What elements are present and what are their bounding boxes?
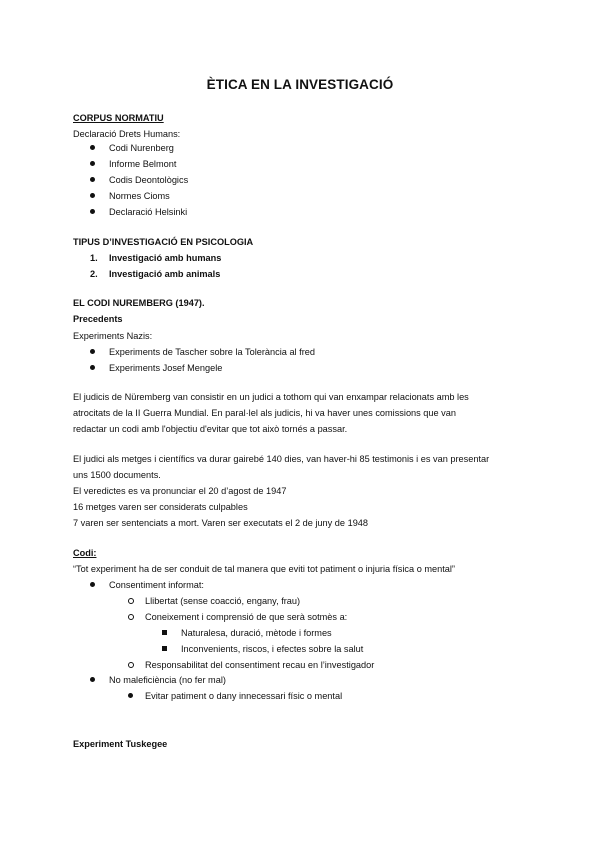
codi-subsubitem: Naturalesa, duració, mètode i formes — [181, 628, 332, 638]
tipus-item: Investigació amb animals — [109, 269, 221, 279]
bullet-icon — [90, 582, 95, 587]
corpus-item: Declaració Helsinki — [109, 207, 188, 217]
paragraph-line: El judici als metges i científics va durar gairebé 140 dies, van haver-hi 85 testimonis i es van presentar — [73, 454, 490, 464]
page-title: ÈTICA EN LA INVESTIGACIÓ — [206, 77, 394, 92]
corpus-item: Codis Deontològics — [109, 175, 189, 185]
bullet-icon — [90, 177, 95, 182]
codi-subsubitem: Inconvenients, riscos, i efectes sobre la salut — [181, 644, 364, 654]
paragraph-line: redactar un codi amb l'objectiu d'evitar que tot això tornés a passar. — [73, 424, 348, 434]
bullet-icon — [90, 677, 95, 682]
nuremberg-heading: EL CODI NUREMBERG (1947). — [73, 298, 205, 308]
paragraph-line: atrocitats de la II Guerra Mundial. En paral·lel als judicis, hi va haver unes comissions que van — [73, 408, 456, 418]
square-bullet-icon — [162, 646, 167, 651]
circle-bullet-icon — [128, 598, 134, 604]
corpus-heading: CORPUS NORMATIU — [73, 113, 164, 123]
experiments-nazis-label: Experiments Nazis: — [73, 331, 153, 341]
experiment-item: Experiments de Tascher sobre la Tolerància al fred — [109, 347, 315, 357]
bullet-icon — [90, 365, 95, 370]
codi-subitem: Coneixement i comprensió de que serà sotmès a: — [145, 612, 348, 622]
codi-heading: Codi: — [73, 548, 97, 558]
codi-item: Consentiment informat: — [109, 580, 204, 590]
bullet-icon — [90, 161, 95, 166]
bullet-icon — [128, 693, 133, 698]
codi-item: No maleficiència (no fer mal) — [109, 675, 226, 685]
codi-subitem: Responsabilitat del consentiment recau en l’investigador — [145, 660, 375, 670]
codi-subitem: Evitar patiment o dany innecessari físic o mental — [145, 691, 343, 701]
codi-subitem: Llibertat (sense coacció, engany, frau) — [145, 596, 301, 606]
tuskegee-heading: Experiment Tuskegee — [73, 739, 168, 749]
list-number: 2. — [90, 269, 98, 279]
bullet-icon — [90, 145, 95, 150]
bullet-icon — [90, 209, 95, 214]
corpus-item: Codi Nurenberg — [109, 143, 174, 153]
codi-quote: “Tot experiment ha de ser conduit de tal manera que eviti tot patiment o injuria física o mental” — [73, 564, 455, 574]
circle-bullet-icon — [128, 614, 134, 620]
paragraph-line: uns 1500 documents. — [73, 470, 161, 480]
list-number: 1. — [90, 253, 98, 263]
bullet-icon — [90, 193, 95, 198]
precedents-heading: Precedents — [73, 314, 123, 324]
experiment-item: Experiments Josef Mengele — [109, 363, 223, 373]
corpus-intro: Declaració Drets Humans: — [73, 129, 181, 139]
circle-bullet-icon — [128, 662, 134, 668]
square-bullet-icon — [162, 630, 167, 635]
corpus-item: Informe Belmont — [109, 159, 177, 169]
paragraph-line: El judicis de Nüremberg van consistir en un judici a tothom qui van enxampar relacionats amb les — [73, 392, 469, 402]
tipus-heading: TIPUS D’INVESTIGACIÓ EN PSICOLOGIA — [73, 237, 254, 247]
corpus-item: Normes Cioms — [109, 191, 170, 201]
tipus-item: Investigació amb humans — [109, 253, 222, 263]
bullet-icon — [90, 349, 95, 354]
paragraph-line: El veredictes es va pronunciar el 20 d’agost de 1947 — [73, 486, 287, 496]
paragraph-line: 16 metges varen ser considerats culpables — [73, 502, 248, 512]
paragraph-line: 7 varen ser sentenciats a mort. Varen ser executats el 2 de juny de 1948 — [73, 518, 369, 528]
